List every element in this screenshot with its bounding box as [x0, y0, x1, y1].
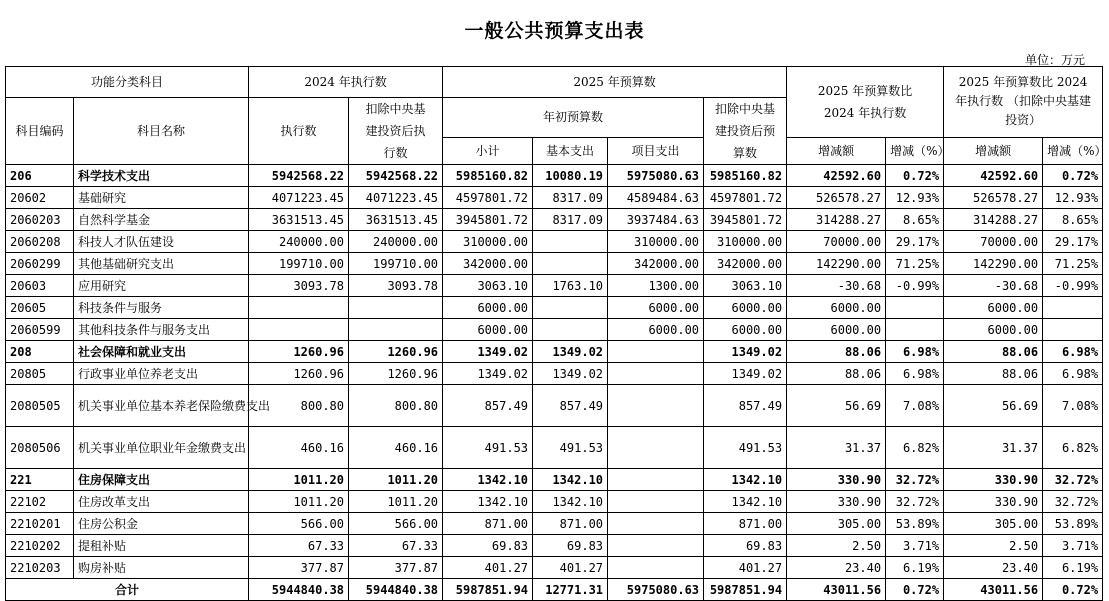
cell-value	[608, 363, 704, 385]
cell-name: 住房公积金	[74, 513, 249, 535]
header-name: 科目名称	[74, 98, 249, 165]
cell-name: 住房保障支出	[74, 469, 249, 491]
cell-value: 566.00	[349, 513, 443, 535]
cell-name: 住房改革支出	[74, 491, 249, 513]
header-change-pct-2: 增减（%）	[1043, 137, 1103, 164]
cell-value: 857.49	[704, 385, 787, 427]
cell-value: 6.19%	[1043, 557, 1103, 579]
cell-value	[886, 297, 944, 319]
cell-value: 1260.96	[249, 363, 349, 385]
cell-value: 1349.02	[533, 341, 608, 363]
cell-value: 6000.00	[443, 297, 533, 319]
cell-value: 8317.09	[533, 187, 608, 209]
cell-value	[608, 385, 704, 427]
cell-value: 401.27	[443, 557, 533, 579]
table-row	[6, 385, 1103, 427]
cell-value: 1342.10	[533, 469, 608, 491]
cell-value	[249, 297, 349, 319]
cell-value: 4597801.72	[704, 187, 787, 209]
table-row	[6, 187, 1103, 209]
table-row	[6, 363, 1103, 385]
cell-value: 871.00	[533, 513, 608, 535]
header-budget-excl: 扣除中央基建投资后预算数	[704, 98, 787, 165]
cell-value: 566.00	[249, 513, 349, 535]
cell-value: 240000.00	[349, 231, 443, 253]
cell-value: 53.89%	[886, 513, 944, 535]
cell-value: 1011.20	[249, 491, 349, 513]
cell-value: 3945801.72	[443, 209, 533, 231]
cell-value: 8.65%	[886, 209, 944, 231]
cell-code: 2060208	[6, 231, 74, 253]
cell-name: 其他科技条件与服务支出	[74, 319, 249, 341]
cell-value: 53.89%	[1043, 513, 1103, 535]
table-row	[6, 253, 1103, 275]
cell-code: 206	[6, 165, 74, 187]
cell-value: 71.25%	[886, 253, 944, 275]
cell-value: 7.08%	[886, 385, 944, 427]
cell-value	[1043, 297, 1103, 319]
cell-value: 1011.20	[349, 469, 443, 491]
cell-value: 67.33	[249, 535, 349, 557]
cell-value: 1260.96	[249, 341, 349, 363]
cell-value: 32.72%	[1043, 469, 1103, 491]
cell-value: 310000.00	[704, 231, 787, 253]
cell-value: 42592.60	[944, 165, 1043, 187]
cell-value: 29.17%	[886, 231, 944, 253]
cell-value: 330.90	[944, 469, 1043, 491]
cell-value: 1342.10	[443, 491, 533, 513]
cell-value: 70000.00	[787, 231, 886, 253]
cell-value: 305.00	[944, 513, 1043, 535]
cell-value: 3631513.45	[249, 209, 349, 231]
cell-code: 208	[6, 341, 74, 363]
header-compare-excl: 2025 年预算数比 2024 年执行数 （扣除中央基建投资）	[944, 67, 1103, 138]
cell-value: 3.71%	[886, 535, 944, 557]
cell-value: 3063.10	[443, 275, 533, 297]
cell-value	[608, 427, 704, 469]
cell-value: 526578.27	[944, 187, 1043, 209]
cell-value	[533, 319, 608, 341]
total-value: 43011.56	[787, 579, 886, 601]
cell-value	[533, 231, 608, 253]
cell-value: 5942568.22	[349, 165, 443, 187]
cell-value: 56.69	[787, 385, 886, 427]
cell-name: 提租补贴	[74, 535, 249, 557]
cell-name: 科技条件与服务	[74, 297, 249, 319]
cell-value: 871.00	[704, 513, 787, 535]
cell-value: 4071223.45	[349, 187, 443, 209]
cell-name: 基础研究	[74, 187, 249, 209]
cell-value: 1342.10	[443, 469, 533, 491]
cell-value	[249, 319, 349, 341]
table-body	[6, 165, 1103, 601]
cell-value	[886, 319, 944, 341]
cell-value: 800.80	[249, 385, 349, 427]
cell-value: 6.82%	[1043, 427, 1103, 469]
cell-value	[608, 341, 704, 363]
cell-value	[608, 469, 704, 491]
cell-value: 6000.00	[944, 319, 1043, 341]
cell-value: 32.72%	[1043, 491, 1103, 513]
cell-value: 491.53	[533, 427, 608, 469]
cell-code: 2080506	[6, 427, 74, 469]
cell-value: 857.49	[533, 385, 608, 427]
cell-value: 6000.00	[608, 319, 704, 341]
cell-value: 800.80	[349, 385, 443, 427]
cell-value: 4597801.72	[443, 187, 533, 209]
cell-value: 460.16	[349, 427, 443, 469]
header-exec-2024: 2024 年执行数	[249, 67, 443, 98]
table-row	[6, 469, 1103, 491]
cell-name: 自然科学基金	[74, 209, 249, 231]
total-value: 5944840.38	[349, 579, 443, 601]
cell-value: 88.06	[787, 341, 886, 363]
cell-value: 4071223.45	[249, 187, 349, 209]
cell-value: 3.71%	[1043, 535, 1103, 557]
cell-value: 199710.00	[349, 253, 443, 275]
cell-value: 401.27	[533, 557, 608, 579]
cell-value: 1342.10	[533, 491, 608, 513]
cell-value: 6000.00	[944, 297, 1043, 319]
cell-name: 社会保障和就业支出	[74, 341, 249, 363]
cell-value: 1011.20	[349, 491, 443, 513]
cell-value: 32.72%	[886, 469, 944, 491]
cell-value	[608, 513, 704, 535]
cell-value: 310000.00	[608, 231, 704, 253]
cell-name: 机关事业单位职业年金缴费支出	[74, 427, 249, 469]
cell-value: 491.53	[704, 427, 787, 469]
cell-value: 6000.00	[787, 319, 886, 341]
cell-code: 20805	[6, 363, 74, 385]
cell-value: 6.98%	[1043, 363, 1103, 385]
cell-value	[608, 535, 704, 557]
cell-value: -0.99%	[1043, 275, 1103, 297]
cell-value: 69.83	[443, 535, 533, 557]
cell-value: 0.72%	[1043, 165, 1103, 187]
cell-code: 2060599	[6, 319, 74, 341]
cell-value: 6000.00	[704, 297, 787, 319]
table-row	[6, 297, 1103, 319]
cell-name: 其他基础研究支出	[74, 253, 249, 275]
cell-value: 330.90	[787, 469, 886, 491]
cell-code: 20605	[6, 297, 74, 319]
cell-value: 526578.27	[787, 187, 886, 209]
cell-value: 1349.02	[704, 363, 787, 385]
cell-value: 8.65%	[1043, 209, 1103, 231]
cell-value: 88.06	[944, 363, 1043, 385]
cell-code: 2060299	[6, 253, 74, 275]
cell-value: 3093.78	[249, 275, 349, 297]
cell-value: 6.82%	[886, 427, 944, 469]
cell-code: 2210201	[6, 513, 74, 535]
cell-value: 0.72%	[886, 165, 944, 187]
cell-value: 2.50	[944, 535, 1043, 557]
cell-value: 88.06	[787, 363, 886, 385]
cell-value: 5985160.82	[443, 165, 533, 187]
cell-value: 69.83	[704, 535, 787, 557]
cell-name: 应用研究	[74, 275, 249, 297]
cell-value: 1349.02	[443, 363, 533, 385]
cell-value: 1260.96	[349, 341, 443, 363]
cell-value: 6.98%	[886, 363, 944, 385]
cell-value: 42592.60	[787, 165, 886, 187]
cell-value: 310000.00	[443, 231, 533, 253]
header-change-amt: 增减额	[787, 137, 886, 164]
table-row	[6, 231, 1103, 253]
cell-value: 142290.00	[944, 253, 1043, 275]
cell-value: 6000.00	[704, 319, 787, 341]
cell-value: 3093.78	[349, 275, 443, 297]
cell-code: 2210202	[6, 535, 74, 557]
cell-value: 314288.27	[944, 209, 1043, 231]
cell-value: 142290.00	[787, 253, 886, 275]
cell-value: 6.98%	[886, 341, 944, 363]
cell-value: 1011.20	[249, 469, 349, 491]
total-value: 0.72%	[886, 579, 944, 601]
cell-value	[349, 297, 443, 319]
cell-value: 6.19%	[886, 557, 944, 579]
cell-value: 69.83	[533, 535, 608, 557]
cell-code: 2060203	[6, 209, 74, 231]
cell-value: 1349.02	[443, 341, 533, 363]
cell-value: -30.68	[787, 275, 886, 297]
cell-value: 330.90	[787, 491, 886, 513]
cell-value: 240000.00	[249, 231, 349, 253]
cell-value: 31.37	[944, 427, 1043, 469]
cell-value: 56.69	[944, 385, 1043, 427]
cell-value: 8317.09	[533, 209, 608, 231]
cell-value: 1763.10	[533, 275, 608, 297]
table-row	[6, 165, 1103, 187]
table-row	[6, 557, 1103, 579]
cell-value: 67.33	[349, 535, 443, 557]
header-basic: 基本支出	[533, 137, 608, 164]
total-value: 12771.31	[533, 579, 608, 601]
table-row	[6, 535, 1103, 557]
cell-value: 6000.00	[443, 319, 533, 341]
total-value: 5987851.94	[704, 579, 787, 601]
cell-code: 20603	[6, 275, 74, 297]
unit-label: 单位：万元	[1024, 53, 1085, 67]
cell-value: 10080.19	[533, 165, 608, 187]
cell-value: 3063.10	[704, 275, 787, 297]
cell-value: 314288.27	[787, 209, 886, 231]
header-subtotal: 小计	[443, 137, 533, 164]
cell-value: 401.27	[704, 557, 787, 579]
cell-code: 2080505	[6, 385, 74, 427]
cell-value: 5942568.22	[249, 165, 349, 187]
cell-name: 科学技术支出	[74, 165, 249, 187]
header-change-amt-2: 增减额	[944, 137, 1043, 164]
cell-value	[533, 297, 608, 319]
table-row	[6, 427, 1103, 469]
cell-value: 23.40	[944, 557, 1043, 579]
cell-value: 5975080.63	[608, 165, 704, 187]
cell-value: 70000.00	[944, 231, 1043, 253]
cell-value: 29.17%	[1043, 231, 1103, 253]
table-row	[6, 319, 1103, 341]
cell-name: 购房补贴	[74, 557, 249, 579]
total-value: 43011.56	[944, 579, 1043, 601]
cell-value: 71.25%	[1043, 253, 1103, 275]
cell-value: 12.93%	[1043, 187, 1103, 209]
cell-name: 机关事业单位基本养老保险缴费支出	[74, 385, 249, 427]
cell-code: 221	[6, 469, 74, 491]
cell-value: 491.53	[443, 427, 533, 469]
table-row	[6, 275, 1103, 297]
cell-value: 32.72%	[886, 491, 944, 513]
cell-code: 20602	[6, 187, 74, 209]
cell-value: 2.50	[787, 535, 886, 557]
budget-table	[5, 66, 1107, 601]
total-value: 5975080.63	[608, 579, 704, 601]
cell-value: 460.16	[249, 427, 349, 469]
header-exec-excl: 扣除中央基建投资后执行数	[349, 98, 443, 165]
cell-value: 23.40	[787, 557, 886, 579]
cell-name: 行政事业单位养老支出	[74, 363, 249, 385]
total-label: 合计	[6, 579, 249, 601]
header-code: 科目编码	[6, 98, 74, 165]
cell-value: 377.87	[349, 557, 443, 579]
header-initial: 年初预算数	[443, 98, 704, 138]
cell-value: 342000.00	[608, 253, 704, 275]
cell-name: 科技人才队伍建设	[74, 231, 249, 253]
cell-value	[1043, 319, 1103, 341]
cell-value: 1300.00	[608, 275, 704, 297]
cell-value	[349, 319, 443, 341]
cell-value: 1342.10	[704, 491, 787, 513]
cell-value: 342000.00	[704, 253, 787, 275]
cell-value	[608, 491, 704, 513]
cell-value: -0.99%	[886, 275, 944, 297]
cell-value: 6.98%	[1043, 341, 1103, 363]
cell-code: 2210203	[6, 557, 74, 579]
total-value: 5987851.94	[443, 579, 533, 601]
table-row	[6, 209, 1103, 231]
cell-value: 330.90	[944, 491, 1043, 513]
table-row	[6, 513, 1103, 535]
cell-value: 305.00	[787, 513, 886, 535]
cell-code: 22102	[6, 491, 74, 513]
page-title: 一般公共预算支出表	[464, 20, 645, 42]
header-project: 项目支出	[608, 137, 704, 164]
cell-value: 88.06	[944, 341, 1043, 363]
header-budget-2025: 2025 年预算数	[443, 67, 787, 98]
cell-value: 377.87	[249, 557, 349, 579]
header-exec: 执行数	[249, 98, 349, 165]
cell-value: 31.37	[787, 427, 886, 469]
total-row	[6, 579, 1103, 601]
table-row	[6, 491, 1103, 513]
cell-value: 3631513.45	[349, 209, 443, 231]
cell-value: 1260.96	[349, 363, 443, 385]
cell-value: 342000.00	[443, 253, 533, 275]
cell-value	[533, 253, 608, 275]
header-compare-exec: 2025 年预算数比 2024 年执行数	[787, 67, 944, 138]
header-change-pct: 增减（%）	[886, 137, 944, 164]
cell-value: 1349.02	[704, 341, 787, 363]
table-row	[6, 341, 1103, 363]
cell-value: 6000.00	[608, 297, 704, 319]
cell-value: 3937484.63	[608, 209, 704, 231]
cell-value: 6000.00	[787, 297, 886, 319]
cell-value: 7.08%	[1043, 385, 1103, 427]
cell-value: 871.00	[443, 513, 533, 535]
cell-value: -30.68	[944, 275, 1043, 297]
total-value: 5944840.38	[249, 579, 349, 601]
cell-value: 12.93%	[886, 187, 944, 209]
cell-value: 5985160.82	[704, 165, 787, 187]
cell-value: 1349.02	[533, 363, 608, 385]
cell-value: 857.49	[443, 385, 533, 427]
cell-value	[608, 557, 704, 579]
total-value: 0.72%	[1043, 579, 1103, 601]
cell-value: 3945801.72	[704, 209, 787, 231]
cell-value: 4589484.63	[608, 187, 704, 209]
cell-value: 1342.10	[704, 469, 787, 491]
cell-value: 199710.00	[249, 253, 349, 275]
header-func-class: 功能分类科目	[6, 67, 249, 98]
